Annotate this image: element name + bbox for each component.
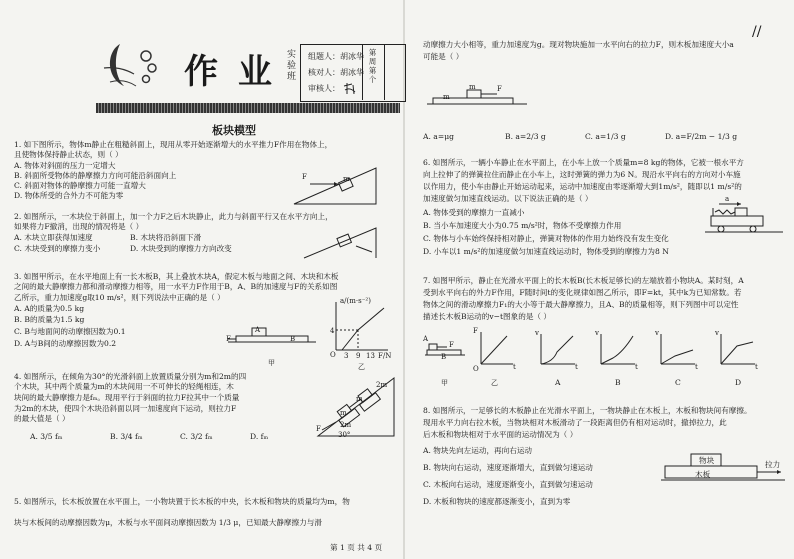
q6-stem: 向上拉伸了的弹簧拉住而静止在小车上，这时弹簧的弹力为6 N。现沿水平向右的方向对小车施 bbox=[423, 170, 741, 179]
q7-board-b-label: B bbox=[441, 353, 447, 361]
q3-tick: 4 bbox=[330, 327, 335, 335]
section-title: 板块模型 bbox=[212, 124, 256, 137]
q5-board-mass: m bbox=[443, 93, 450, 101]
q1-option-c: C. 斜面对物体的静摩擦力可能一直增大 bbox=[14, 181, 146, 190]
q6-stem: 以作用力，使小车由静止开始运动起来，运动中加速度由零逐渐增大到1m/s²，随即以1 m/s²的 bbox=[423, 182, 742, 191]
q1-force-label: F bbox=[302, 173, 307, 181]
q8-stem: 后木板和物块相对于水平面的运动情况为（ ） bbox=[423, 430, 578, 439]
q5-stem: 块与木板间的动摩擦因数为μ，木板与水平面间动摩擦因数为 1/3 μ，已知最大静摩擦力与滑 bbox=[14, 518, 322, 527]
q8-option-c: C. 木板向右运动，速度逐渐变小，直到做匀速运动 bbox=[423, 480, 593, 489]
q5-option-a: A. a=μg bbox=[423, 132, 454, 141]
page-footer: 第 1 页 共 4 页 bbox=[330, 543, 383, 552]
q1-option-b: B. 斜面所受物体的静摩擦力方向可能沿斜面向上 bbox=[14, 171, 177, 180]
q6-option-b: B. 当小车加速度大小为0.75 m/s²时，物体不受摩擦力作用 bbox=[423, 221, 622, 230]
q4-stem: 块间的最大静摩擦力是fₘ。现用平行于斜面的拉力F拉其中一个质量 bbox=[14, 393, 240, 402]
q4-option-c: C. 3/2 fₘ bbox=[180, 432, 213, 441]
reviewer-signature-icon bbox=[342, 82, 358, 96]
q7-figure-yi: 乙 bbox=[491, 379, 498, 387]
q6-stem: 加速度做匀加速直线运动。以下说法正确的是（ ） bbox=[423, 194, 593, 203]
q7-option-d: D bbox=[735, 378, 742, 387]
q7-graph-x: t bbox=[513, 363, 516, 371]
q7-d-axis-v: v bbox=[715, 329, 719, 337]
q4-stem: 为2m的木块，使四个木块沿斜面以同一加速度向下运动，则拉力F bbox=[14, 404, 237, 413]
q8-option-a: A. 物块先向左运动，再向右运动 bbox=[423, 446, 533, 455]
q7-graph-y: F bbox=[473, 327, 478, 335]
banner-title: 作 业 bbox=[184, 52, 276, 92]
q7-d-axis-t: t bbox=[755, 363, 758, 371]
q7-b-axis-t: t bbox=[635, 363, 638, 371]
q3-force-label: F bbox=[226, 335, 231, 343]
q7-option-b-graph bbox=[597, 332, 637, 370]
q6-cart-diagram bbox=[705, 198, 785, 234]
q5-block-mass: m bbox=[469, 83, 476, 91]
q8-option-b: B. 物块向右运动，速度逐渐增大，直到做匀速运动 bbox=[423, 463, 593, 472]
q3-figure-yi: 乙 bbox=[358, 363, 365, 371]
q3-option-b: B. B的质量为1.5 kg bbox=[14, 315, 85, 324]
q4-stem: 的最大值是（ ） bbox=[14, 414, 70, 423]
q1-stem: 且使物体保持静止状态，则（ ） bbox=[14, 150, 123, 159]
q7-force-graph bbox=[475, 330, 515, 370]
q2-option-a: A. 木块立即获得加速度 bbox=[14, 233, 93, 242]
right-column bbox=[405, 0, 794, 559]
q4-option-a: A. 3/5 fₘ bbox=[30, 432, 63, 441]
q8-stem: 现用水平力向右拉木板，当物块相对木板滑动了一段距离但仍有相对运动时，撤掉拉力，此 bbox=[423, 418, 727, 427]
q1-option-d: D. 物体所受的合外力不可能为零 bbox=[14, 191, 124, 200]
q2-incline-diagram bbox=[300, 222, 380, 262]
q2-option-c: C. 木块受到的摩擦力变小 bbox=[14, 244, 101, 253]
q6-option-d: D. 小车以1 m/s²的加速度做匀加速直线运动时，物体受到的摩擦力为8 N bbox=[423, 247, 669, 256]
q3-option-a: A. A的质量为0.5 kg bbox=[14, 304, 85, 313]
q3-board-diagram bbox=[228, 320, 316, 350]
moon-logo-icon bbox=[100, 38, 170, 93]
q3-board-b-label: B bbox=[290, 335, 296, 343]
q3-option-d: D. A与B间的动摩擦因数为0.2 bbox=[14, 339, 117, 348]
q8-block-label: 物块 bbox=[699, 456, 715, 465]
reviewer-label: 审核人： bbox=[308, 84, 340, 93]
q1-incline-diagram bbox=[290, 160, 380, 208]
q3-tick: 9 bbox=[356, 352, 361, 360]
q3-option-c: C. B与地面间的动摩擦因数为0.1 bbox=[14, 327, 126, 336]
q1-mass-label: m bbox=[343, 175, 350, 183]
q7-b-axis-v: v bbox=[595, 329, 599, 337]
margin-mark: // bbox=[752, 24, 762, 40]
q7-a-axis-v: v bbox=[535, 329, 539, 337]
q3-stem: 乙所示，重力加速度g取10 m/s²，则下列说法中正确的是（ ） bbox=[14, 293, 225, 302]
q7-c-axis-v: v bbox=[655, 329, 659, 337]
q2-option-b: B. 木块将沿斜面下滑 bbox=[130, 233, 202, 242]
q3-tick: 3 bbox=[344, 352, 349, 360]
q7-option-a-graph bbox=[537, 332, 577, 370]
week-label: 第 周 第 个 bbox=[368, 48, 377, 84]
q3-tick: 13 bbox=[366, 352, 375, 360]
q7-stem: 物体之间的滑动摩擦力F₁的大小等于最大静摩擦力，且A、B的质量相等，则下列图中可以定性 bbox=[423, 300, 739, 309]
q4-force-label: F bbox=[316, 425, 321, 433]
q7-option-b: B bbox=[615, 378, 621, 387]
q7-option-a: A bbox=[555, 378, 561, 387]
q7-block-a-label: A bbox=[423, 335, 429, 343]
q3-stem: 之间的最大静摩擦力都和滑动摩擦力相等，用一水平力F作用于B，A、B的加速度与F的关系如图 bbox=[14, 282, 338, 291]
q8-stem: 8. 如图所示，一足够长的木板静止在光滑水平面上，一物块静止在木板上，木板和物块间有摩擦。 bbox=[423, 406, 752, 415]
q7-stem: 7. 如图甲所示，静止在光滑水平面上的长木板B(长木板足够长)的左端放着小物块A。某时刻，A bbox=[423, 276, 744, 285]
q5-stem: 动摩擦力大小相等，重力加速度为g。现对物块施加一水平向右的拉力F，则木板加速度大小a bbox=[423, 40, 734, 49]
q2-stem: 如果将力F撤消，出现的情况将是（ ） bbox=[14, 222, 144, 231]
q5-option-d: D. a=F/2m − 1/3 g bbox=[665, 132, 738, 141]
q4-mass-label: 2m bbox=[376, 381, 388, 389]
q6-option-c: C. 物体与小车始终保持相对静止，弹簧对物体的作用力始终没有发生变化 bbox=[423, 234, 669, 243]
q3-axis-x: F/N bbox=[378, 352, 392, 360]
q7-graph-origin: O bbox=[473, 365, 479, 373]
q8-option-d: D. 木板和物块的速度都逐渐变小，直到为零 bbox=[423, 497, 571, 506]
q4-angle-label: 30° bbox=[338, 431, 351, 439]
q2-option-d: D. 木块受到的摩擦力方向改变 bbox=[130, 244, 232, 253]
q5-stem: 5. 如图所示，长木板放置在水平面上，一小物块置于长木板的中央，长木板和物块的质量均为m，物 bbox=[14, 497, 350, 506]
banner-side-text: 实验班 bbox=[286, 50, 296, 82]
q3-origin: O bbox=[330, 351, 336, 359]
q7-stem: 描述长木板B运动的v−t图象的是（ ） bbox=[423, 312, 552, 321]
q5-option-c: C. a=1/3 g bbox=[585, 132, 626, 141]
q7-stem: 受到水平向右的外力F作用，F随时间t的变化规律如图乙所示，即F=kt，其中k为已知常数。若 bbox=[423, 288, 742, 297]
q1-stem: 1. 如下图所示，物体m静止在粗糙斜面上，现用从零开始逐渐增大的水平推力F作用在物体上， bbox=[14, 140, 333, 149]
q7-figure-jia: 甲 bbox=[441, 379, 448, 387]
q4-stem: 4. 如图所示，在倾角为30°的光滑斜面上放置质量分别为m和2m的四 bbox=[14, 372, 247, 381]
q3-axis-y: a/(m·s⁻²) bbox=[340, 297, 371, 305]
q2-stem: 2. 如图所示，一木块位于斜面上，加一个力F之后木块静止，此力与斜面平行又在水平方向上， bbox=[14, 212, 333, 221]
q4-mass-label: m bbox=[340, 409, 347, 417]
q7-a-axis-t: t bbox=[575, 363, 578, 371]
q8-force-label: 拉力 bbox=[765, 460, 781, 469]
q6-accel-label: a bbox=[725, 195, 730, 203]
q4-stem: 个木块，其中两个质量为m的木块间用一不可伸长的轻绳相连，木 bbox=[14, 382, 234, 391]
q7-option-c-graph bbox=[657, 332, 697, 370]
q4-option-b: B. 3/4 fₘ bbox=[110, 432, 143, 441]
q4-mass-label: 2m bbox=[340, 421, 352, 429]
q5-board-diagram bbox=[427, 88, 527, 110]
q7-c-axis-t: t bbox=[695, 363, 698, 371]
q3-stem: 3. 如图甲所示，在水平地面上有一长木板B，其上叠放木块A，假定木板与地面之间、木块和木板 bbox=[14, 272, 339, 281]
header-divider bbox=[384, 44, 385, 100]
q5-force-label: F bbox=[497, 85, 502, 93]
q3-accel-graph bbox=[328, 300, 390, 356]
header-band bbox=[96, 103, 400, 113]
q4-mass-label: m bbox=[356, 395, 363, 403]
q5-stem: 可能是（ ） bbox=[423, 52, 464, 61]
q1-option-a: A. 物体对斜面的压力一定增大 bbox=[14, 161, 116, 170]
q6-stem: 6. 如图所示，一辆小车静止在水平面上，在小车上放一个质量m=8 kg的物体，它被一根水平方 bbox=[423, 158, 744, 167]
q6-option-a: A. 物体受到的摩擦力一直减小 bbox=[423, 208, 525, 217]
q5-option-b: B. a=2/3 g bbox=[505, 132, 546, 141]
compiler-label: 组题人：胡冰华 bbox=[308, 52, 364, 61]
q3-block-a-label: A bbox=[255, 326, 261, 334]
q8-board-label: 木板 bbox=[695, 470, 711, 479]
q7-option-d-graph bbox=[717, 332, 757, 370]
q4-option-d: D. fₘ bbox=[250, 432, 269, 441]
q3-figure-jia: 甲 bbox=[268, 359, 275, 367]
q7-force-label: F bbox=[449, 341, 454, 349]
q7-option-c: C bbox=[675, 378, 681, 387]
checker-label: 核对人：胡冰华 bbox=[308, 68, 364, 77]
